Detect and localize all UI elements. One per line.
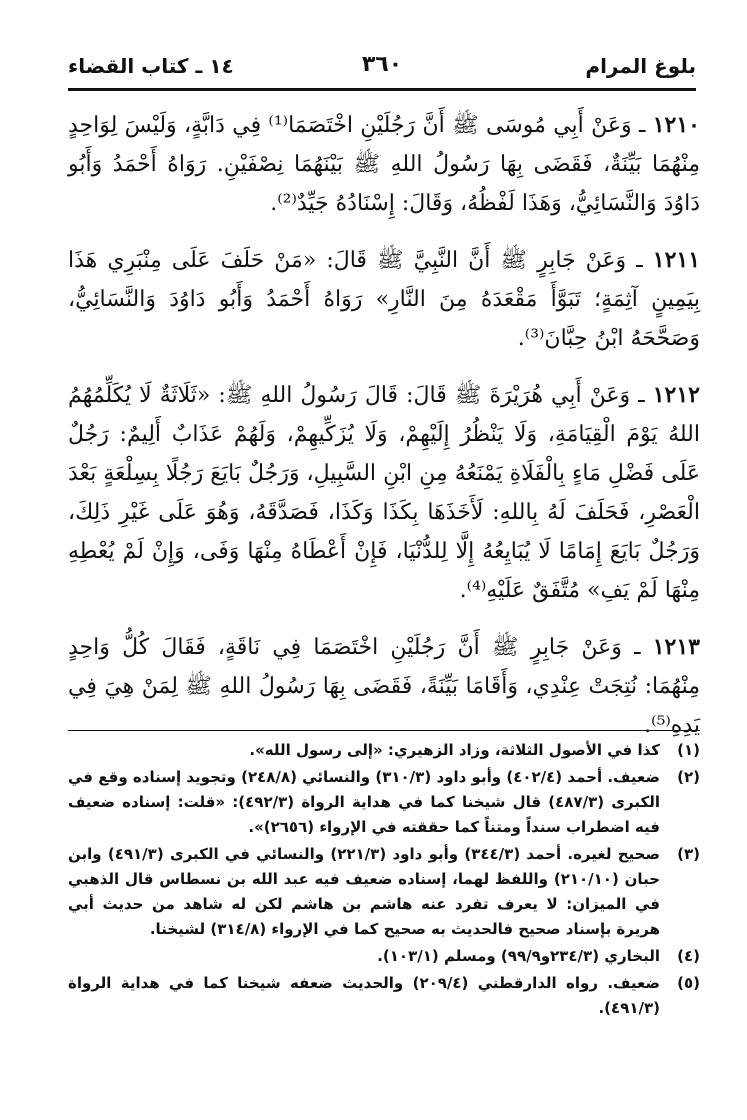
hadith-1211: [68, 241, 700, 358]
hadith-text: ـ وَعَنْ جَابِرٍ ﷺ أَنَّ النَّبِيَّ ﷺ قَالَ: «مَنْ حَلَفَ عَلَى مِنْبَرِي هَذَا بِيَمِينٍ آثِمَةٍ؛ تَبَوَّأَ مَقْعَدَهُ مِنَ النَّارِ» رَوَاهُ أَحْمَدُ وَأَبُو دَاوُدَ وَالنَّسَائِيُّ، وَصَحَّحَهُ ابْنُ حِبَّانَ⁽³⁾.: [68, 248, 700, 351]
footnote-divider: [68, 730, 700, 731]
hadith-text: ـ وَعَنْ أَبِي هُرَيْرَةَ ﷺ قَالَ: قَالَ رَسُولُ اللهِ ﷺ: «ثَلَاثَةٌ لَا يُكَلِّمُهُمُ اللهُ يَوْمَ الْقِيَامَةِ، وَلَا يَنْظُرُ إِلَيْهِمْ، وَلَا يُزَكِّيهِمْ، وَلَهُمْ عَذَابٌ أَلِيمٌ: رَجُلٌ عَلَى فَضْلِ مَاءٍ بِالْفَلَاةِ يَمْنَعُهُ مِنِ ابْنِ السَّبِيلِ، وَرَجُلٌ بَايَعَ رَجُلًا بِسِلْعَةٍ بَعْدَ الْعَصْرِ، فَحَلَفَ لَهُ بِاللهِ: لَأَخَذَهَا بِكَذَا وَكَذَا، فَصَدَّقَهُ، وَهُوَ عَلَى غَيْرِ ذَلِكَ، وَرَجُلٌ بَايَعَ إِمَامًا لَا يُبَايِعُهُ إِلَّا لِلدُّنْيَا، فَإِنْ أَعْطَاهُ مِنْهَا وَفَى، وَإِنْ لَمْ يُعْطِهِ مِنْهَا لَمْ يَفِ» مُتَّفَقٌ عَلَيْهِ⁽⁴⁾.: [68, 383, 700, 603]
footnote-1: [68, 738, 700, 763]
page-number: ٣٦٠: [361, 52, 403, 77]
hadith-list: [68, 106, 700, 763]
page-header: [68, 54, 696, 91]
footnote-text: كذا في الأصول الثلاثة، وزاد الزهيري: «إلى رسول الله».: [249, 741, 660, 759]
footnotes: [68, 738, 700, 1023]
footnote-text: البخاري (٢٣٤/٣و٩٩/٩) ومسلم (١٠٣/١).: [377, 947, 660, 965]
hadith-1210: [68, 106, 700, 223]
footnote-text: ضعيف. رواه الدارقطني (٢٠٩/٤) والحديث ضعفه شيخنا كما في هداية الرواة (٤٩١/٣).: [68, 974, 660, 1017]
footnote-marker: (١): [677, 741, 700, 759]
footnote-marker: (٢): [677, 768, 700, 786]
hadith-text: ـ وَعَنْ جَابِرٍ ﷺ أَنَّ رَجُلَيْنِ اخْتَصَمَا فِي نَاقَةٍ، فَقَالَ كُلُّ وَاحِدٍ مِنْهُمَا: نُتِجَتْ عِنْدِي، وَأَقَامَا بَيِّنَةً، فَقَضَى بِهَا رَسُولُ اللهِ ﷺ لِمَنْ هِيَ فِي يَدِهِ⁽⁵⁾.: [68, 635, 700, 738]
footnote-text: ضعيف. أحمد (٤٠٢/٤) وأبو داود (٣١٠/٣) والنسائي (٢٤٨/٨) وتجويد إسناده وقع في الكبرى (٤٨٧/٣) قال شيخنا كما في هداية الرواة (٤٩٢/٣): «قلت: إسناده ضعيف فيه اضطراب سنداً ومتناً كما حققته في الإرواء (٢٦٥٦)».: [68, 768, 660, 836]
chapter-title: ١٤ ـ كتاب القضاء: [68, 54, 234, 78]
hadith-number: ١٢١١: [652, 247, 701, 273]
hadith-number: ١٢١٢: [652, 382, 700, 408]
footnote-marker: (٥): [677, 974, 700, 992]
hadith-number: ١٢١٠: [652, 112, 700, 138]
footnote-2: [68, 765, 700, 840]
footnote-3: [68, 842, 700, 942]
footnote-5: [68, 971, 700, 1021]
footnote-text: صحيح لغيره. أحمد (٣٤٤/٣) وأبو داود (٢٢١/٣) والنسائي في الكبرى (٤٩١/٣) وابن حبان (٢١٠/١٠) واللفظ لهما، إسناده ضعيف فيه عبد الله بن نسطاس قال الذهبي في الميزان: لا يعرف تفرد عنه هاشم بن هاشم لكن له شاهد من حديث أبي هريرة بإسناد صحيح فالحديث به صحيح كما في الإرواء (٣١٤/٨) لشيخنا.: [68, 845, 660, 938]
book-title: بلوغ المرام: [585, 54, 696, 78]
footnote-marker: (٣): [677, 845, 700, 863]
footnote-marker: (٤): [677, 947, 700, 965]
footnote-4: [68, 944, 700, 969]
hadith-1213: [68, 628, 700, 745]
hadith-text: ـ وَعَنْ أَبِي مُوسَى ﷺ أَنَّ رَجُلَيْنِ اخْتَصَمَا⁽¹⁾ فِي دَابَّةٍ، وَلَيْسَ لِوَاحِدٍ مِنْهُمَا بَيِّنَةٌ، فَقَضَى بِهَا رَسُولُ اللهِ ﷺ بَيْنَهُمَا نِصْفَيْنِ. رَوَاهُ أَحْمَدُ وَأَبُو دَاوُدَ وَالنَّسَائِيُّ، وَهَذَا لَفْظُهُ، وَقَالَ: إِسْنَادُهُ جَيِّدٌ⁽²⁾.: [68, 113, 700, 216]
hadith-number: ١٢١٣: [652, 634, 700, 660]
hadith-1212: [68, 376, 700, 610]
